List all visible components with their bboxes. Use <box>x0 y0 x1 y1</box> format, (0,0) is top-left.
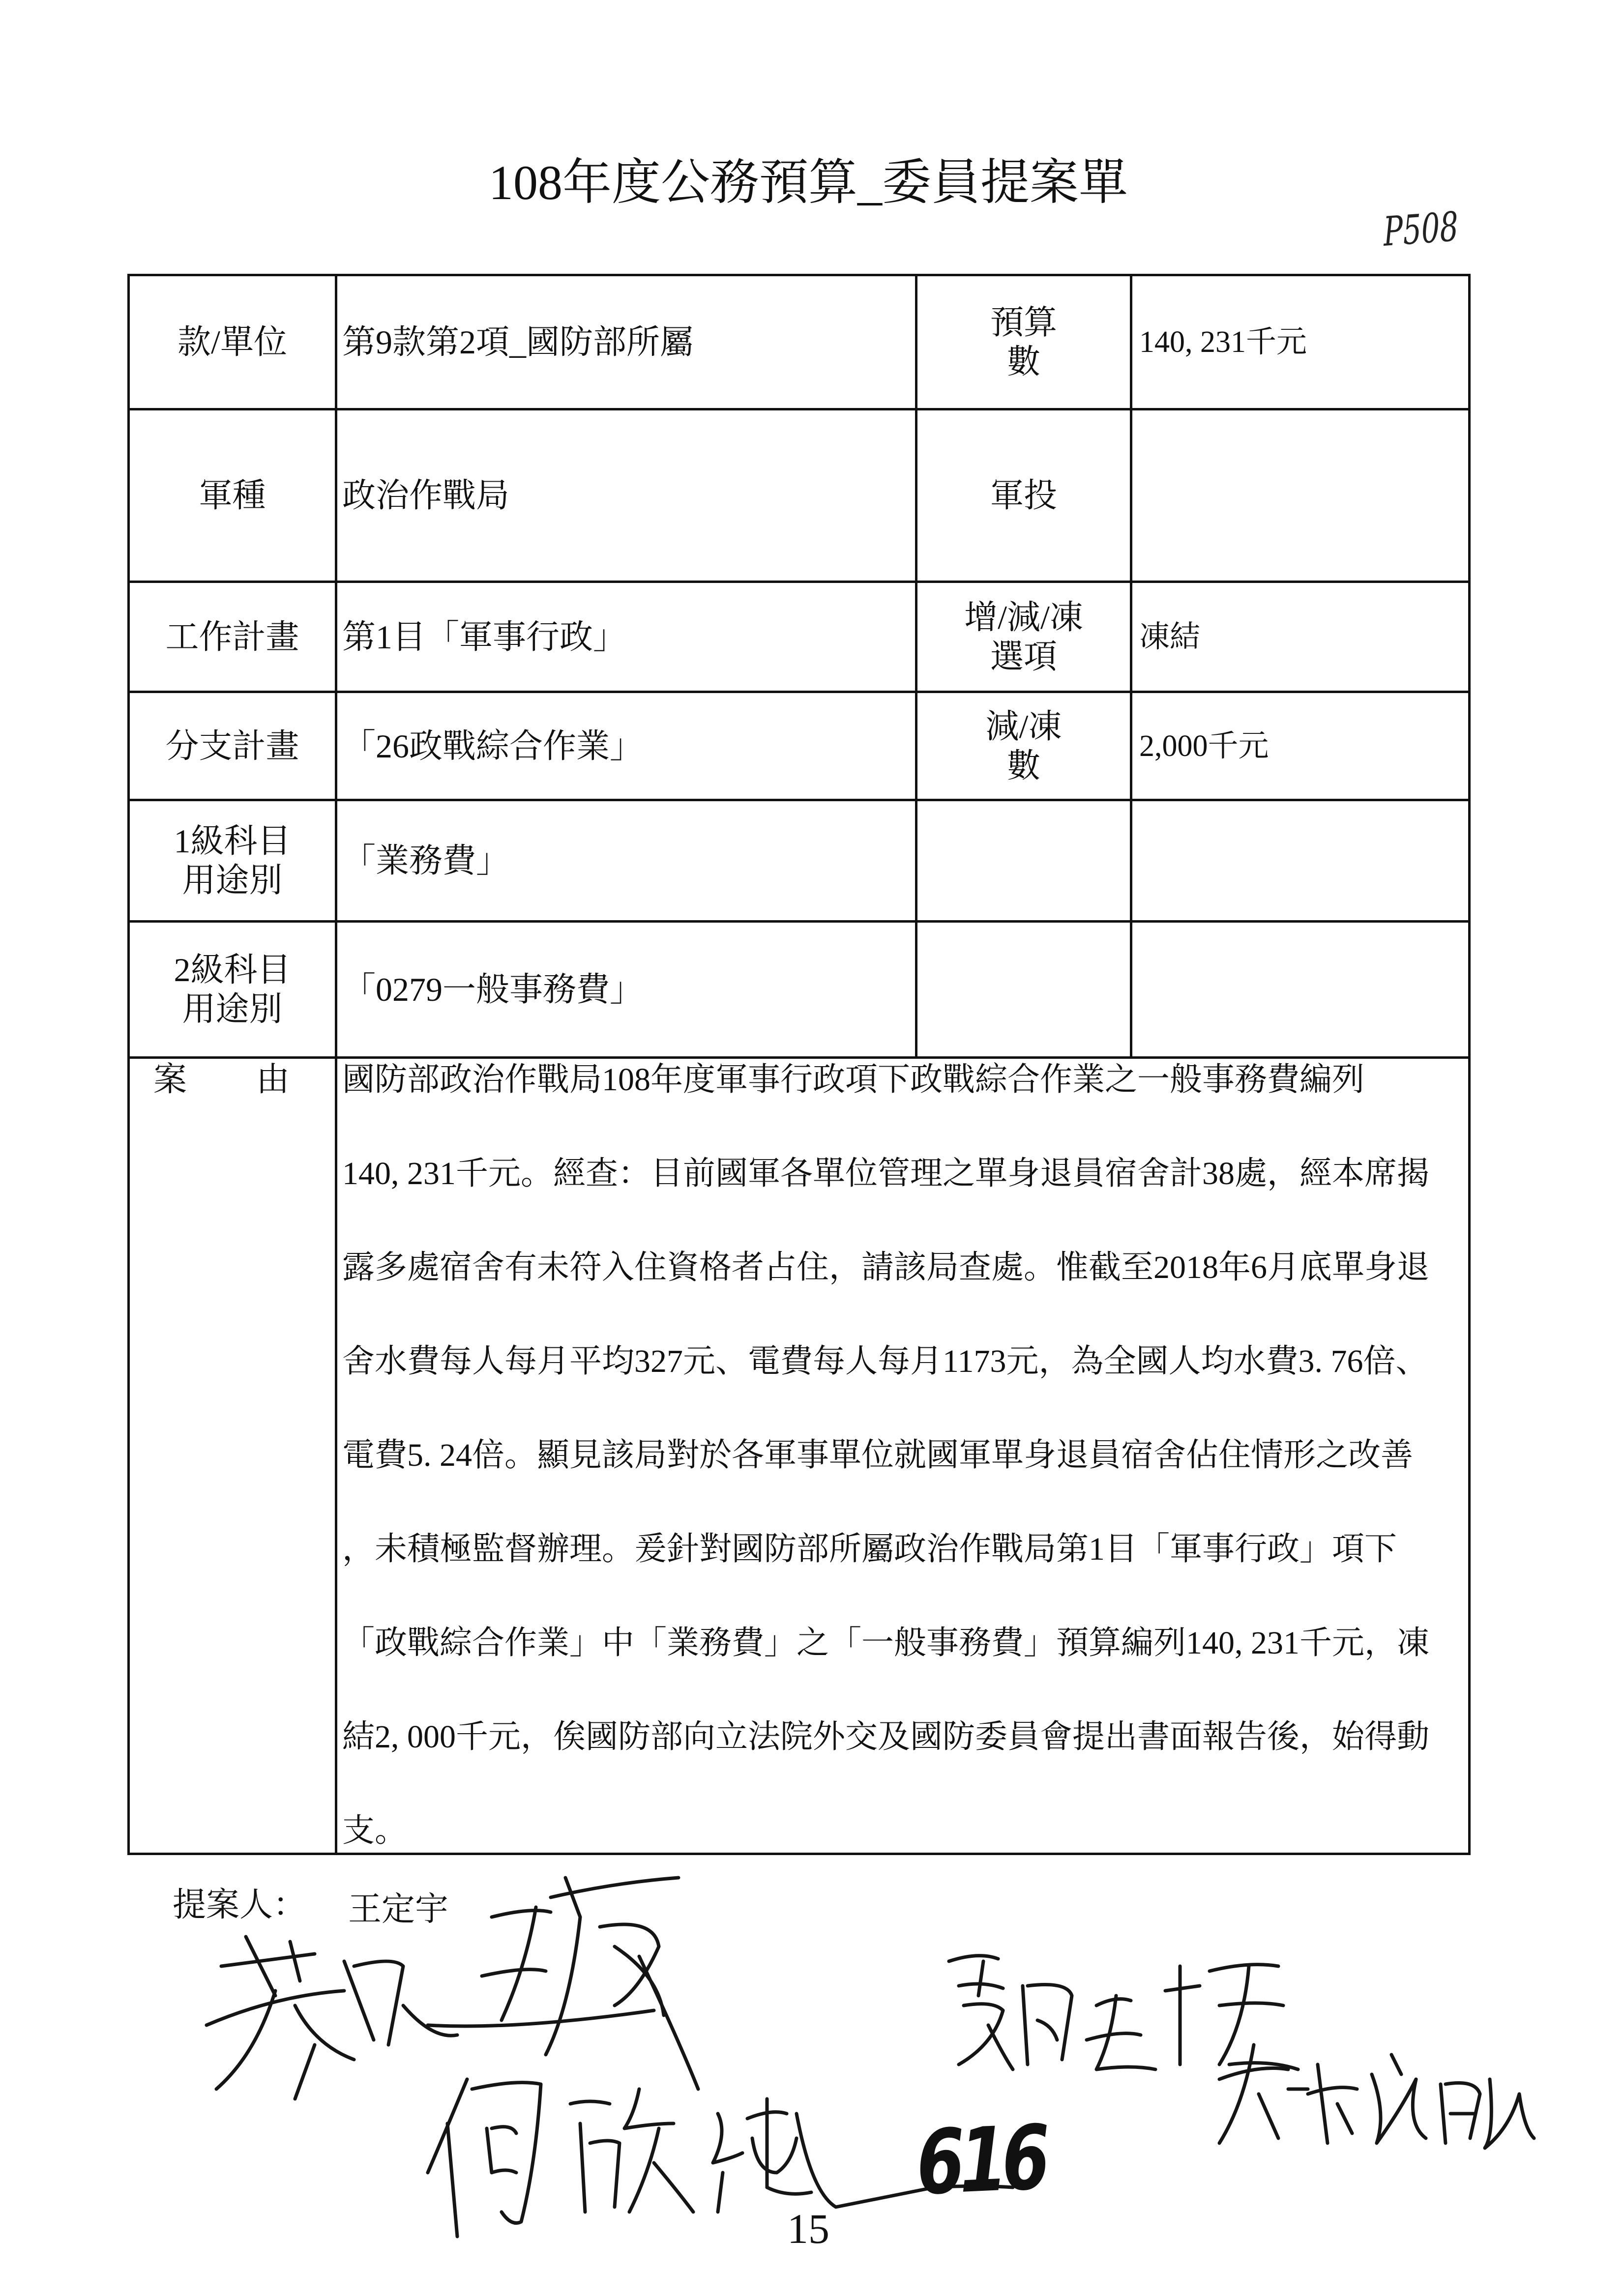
label-budget-amount <box>917 276 1132 410</box>
label-text: 數 <box>1006 747 1040 785</box>
reason-label-char: 由 <box>256 1061 290 1098</box>
value-level1-item <box>337 801 917 923</box>
value-military-investment <box>1132 410 1468 583</box>
signature-2 <box>949 1956 1298 2069</box>
label-text: 預算 <box>990 304 1057 341</box>
value-reduction-amount <box>1132 693 1468 801</box>
signature-1 <box>207 1878 698 2099</box>
value-budget-amount <box>1132 276 1468 410</box>
label-text: 用途別 <box>182 990 283 1028</box>
label-account-unit <box>130 276 337 410</box>
label-text: 軍種 <box>199 477 266 514</box>
reason-line: 電費5. 24倍。顯見該局對於各軍事單位就國軍單身退員宿舍佔住情形之改善 <box>342 1437 1413 1473</box>
reason-line: ，未積極監督辦理。爰針對國防部所屬政治作戰局第1目「軍事行政」項下 <box>342 1531 1397 1567</box>
reason-label-char: 案 <box>153 1061 187 1098</box>
empty-cell <box>1132 923 1468 1059</box>
label-military-investment <box>917 410 1132 583</box>
value-text: 第1目「軍事行政」 <box>342 618 627 656</box>
handwritten-number: 616 <box>915 2106 1046 2215</box>
label-text: 增/減/凍 <box>964 598 1083 636</box>
proposer-label: 提案人： <box>173 1886 307 1923</box>
label-text: 2級科目 <box>174 951 291 988</box>
value-text: 「26政戰綜合作業」 <box>342 727 644 765</box>
value-text: 「業務費」 <box>342 842 510 879</box>
empty-cell <box>917 801 1132 923</box>
label-branch-plan <box>130 693 337 801</box>
value-text: 「0279一般事務費」 <box>342 971 644 1008</box>
value-branch-plan <box>337 693 917 801</box>
reason-line: 露多處宿舍有未符入住資格者占住，請該局查處。惟截至2018年6月底單身退 <box>342 1250 1429 1285</box>
value-action-option <box>1132 583 1468 693</box>
page-title: 108年度公務預算_委員提案單 <box>489 155 1128 210</box>
label-text: 選項 <box>990 638 1057 675</box>
signature-3 <box>1219 2045 1534 2148</box>
reason-line: 國防部政治作戰局108年度軍事行政項下政戰綜合作業之一般事務費編列 <box>342 1062 1364 1098</box>
label-level1-item <box>130 801 337 923</box>
label-text: 用途別 <box>182 862 283 899</box>
reason-line: 140, 231千元。經查：目前國軍各單位管理之單身退員宿舍計38處，經本席揭 <box>342 1156 1429 1192</box>
value-level2-item <box>337 923 917 1059</box>
proposal-form-table <box>127 274 1471 1855</box>
value-text: 第9款第2項_國防部所屬 <box>342 323 694 361</box>
label-service-branch <box>130 410 337 583</box>
label-reduction-amount <box>917 693 1132 801</box>
reason-line: 支。 <box>342 1813 407 1849</box>
value-work-plan <box>337 583 917 693</box>
label-action-option <box>917 583 1132 693</box>
label-text: 款/單位 <box>177 323 287 361</box>
reason-line: 「政戰綜合作業」中「業務費」之「一般事務費」預算編列140, 231千元，凍 <box>342 1625 1429 1661</box>
value-service-branch <box>337 410 917 583</box>
label-text: 分支計畫 <box>165 727 299 765</box>
value-account-unit <box>337 276 917 410</box>
label-work-plan <box>130 583 337 693</box>
label-text: 減/凍 <box>985 707 1062 745</box>
empty-cell <box>1132 801 1468 923</box>
handwritten-page-code: P508 <box>1382 203 1459 256</box>
empty-cell <box>917 923 1132 1059</box>
reason-text <box>337 1059 1468 1853</box>
label-level2-item <box>130 923 337 1059</box>
label-text: 軍投 <box>990 477 1057 514</box>
proposer-name: 王定宇 <box>348 1890 449 1928</box>
label-text: 工作計畫 <box>165 618 299 656</box>
value-text: 凍結 <box>1139 620 1201 654</box>
reason-paragraph <box>342 1059 1468 1853</box>
reason-line: 舍水費每人每月平均327元、電費每人每月1173元，為全國人均水費3. 76倍、 <box>342 1343 1428 1379</box>
reason-line: 結2, 000千元，俟國防部向立法院外交及國防委員會提出書面報告後，始得動 <box>342 1719 1429 1755</box>
value-text: 政治作戰局 <box>342 477 510 514</box>
label-text: 數 <box>1006 343 1040 380</box>
value-text: 140, 231千元 <box>1139 325 1307 359</box>
label-reason <box>130 1059 337 1853</box>
label-text: 1級科目 <box>174 822 291 860</box>
page-number: 15 <box>787 2205 829 2252</box>
value-text: 2,000千元 <box>1139 729 1269 763</box>
